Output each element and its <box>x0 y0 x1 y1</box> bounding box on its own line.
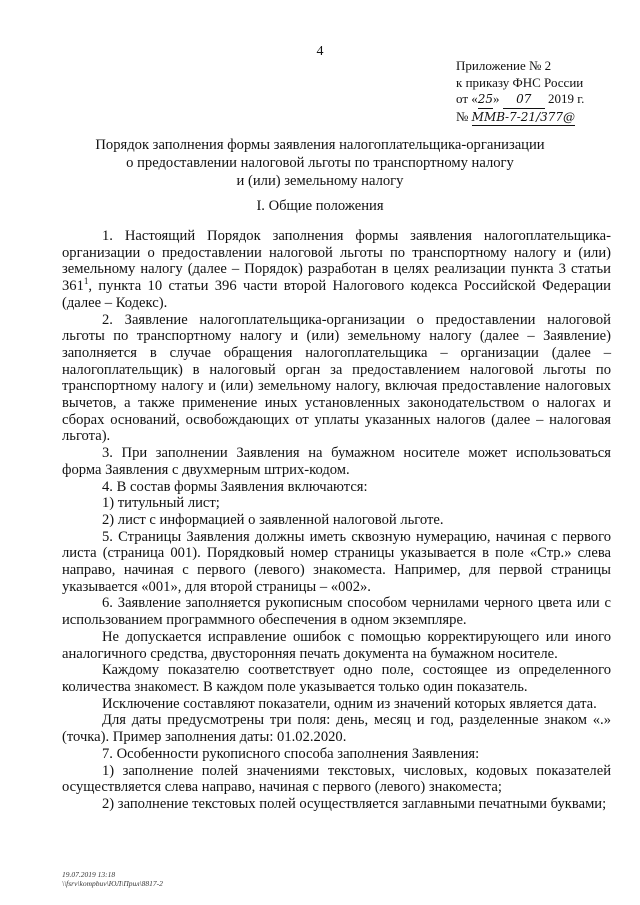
title-line: и (или) земельному налогу <box>236 173 404 189</box>
list-item: 1) титульный лист; <box>102 495 220 512</box>
appendix-line1: Приложение № 2 <box>456 58 552 73</box>
title-line: Порядок заполнения формы заявления налогоплательщика-организации <box>95 137 545 153</box>
paragraph-text: , пункта 10 статьи 396 части второй Налогового кодекса Российской Федерации (далее – Кодекс). <box>62 278 611 311</box>
footer-path: \\fsrv\kompbuv\ЮЛ\Прил\8817-2 <box>62 879 163 888</box>
footnote-mark: 1 <box>83 276 89 287</box>
paragraph <box>62 228 611 312</box>
appendix-date <box>456 91 584 109</box>
paragraph: 2. Заявление налогоплательщика-организации о предоставлении налоговой льготы по транспортному налогу и (или) земельному налогу (далее – Заявление) заполняется в случае обращения налогоплательщика – организации (далее – налогоплательщик) в налоговый орган за предоставлением налоговой льготы по транспортному налогу и (или) земельному налогу, включая предоставление налоговых вычетов, а также применение иных установленных законодательством о налогах и сборах оснований, освобождающих от уплаты указанных налогов (далее – налоговая льгота). <box>62 311 611 445</box>
file-footer <box>62 870 163 888</box>
paragraph-text: 1. Настоящий Порядок заполнения формы заявления налогоплательщика-организации о предоставлении налоговой льготы по транспортному налогу и (или) земельному налогу (далее – Порядок) разработан в целях реализации пункта 3 статьи 361 <box>62 228 611 295</box>
footer-timestamp: 19.07.2019 13:18 <box>62 870 116 879</box>
appendix-block <box>456 58 584 126</box>
section-heading: I. Общие положения <box>256 198 384 214</box>
paragraph: Для даты предусмотрены три поля: день, месяц и год, разделенные знаком «.» (точка). Пример заполнения даты: 01.02.2020. <box>62 712 611 746</box>
date-mid: » <box>493 91 500 106</box>
document-title <box>60 136 580 190</box>
paragraph: 3. При заполнении Заявления на бумажном носителе может использоваться форма Заявления с двухмерным штрих-кодом. <box>62 445 611 478</box>
number-prefix: № <box>456 108 469 124</box>
paragraph: 4. В состав формы Заявления включаются: <box>102 478 368 495</box>
appendix-line2: к приказу ФНС России <box>456 74 584 90</box>
list-item: 1) заполнение полей значениями текстовых, числовых, кодовых показателей осуществляется слева направо, начиная с первого (левого) знакоместа; <box>62 762 611 796</box>
paragraph: 7. Особенности рукописного способа заполнения Заявления: <box>102 745 480 762</box>
page-number: 4 <box>316 44 324 59</box>
date-month: 07 <box>503 91 545 109</box>
number-value: ММВ-7-21/377@ <box>472 109 575 127</box>
date-year: 2019 г. <box>548 91 585 106</box>
paragraph: 6. Заявление заполняется рукописным способом чернилами черного цвета или с использованием программного обеспечения в одном экземпляре. <box>62 595 611 629</box>
date-day: 25 <box>478 91 493 109</box>
paragraph: Исключение составляют показатели, одним из значений которых является дата. <box>102 695 597 712</box>
appendix-number <box>456 109 584 127</box>
date-prefix: от « <box>456 91 478 106</box>
paragraph: Каждому показателю соответствует одно поле, состоящее из определенного количества знакомест. В каждом поле указывается только один показатель. <box>62 662 611 695</box>
paragraph: Не допускается исправление ошибок с помощью корректирующего или иного аналогичного средства, двусторонняя печать документа на бумажном носителе. <box>62 628 611 662</box>
list-item: 2) заполнение текстовых полей осуществляется заглавными печатными буквами; <box>102 795 607 812</box>
paragraph: 5. Страницы Заявления должны иметь сквозную нумерацию, начиная с первого листа (страница 001). Порядковый номер страницы указывается в поле «Стр.» слева направо, начиная с первого (левого) знакоместа. Например, для первой страницы указывается «001», для второй страницы – «002». <box>62 528 611 595</box>
document-body <box>62 228 611 813</box>
title-line: о предоставлении налоговой льготы по транспортному налогу <box>126 155 514 171</box>
list-item: 2) лист с информацией о заявленной налоговой льготе. <box>102 511 444 528</box>
